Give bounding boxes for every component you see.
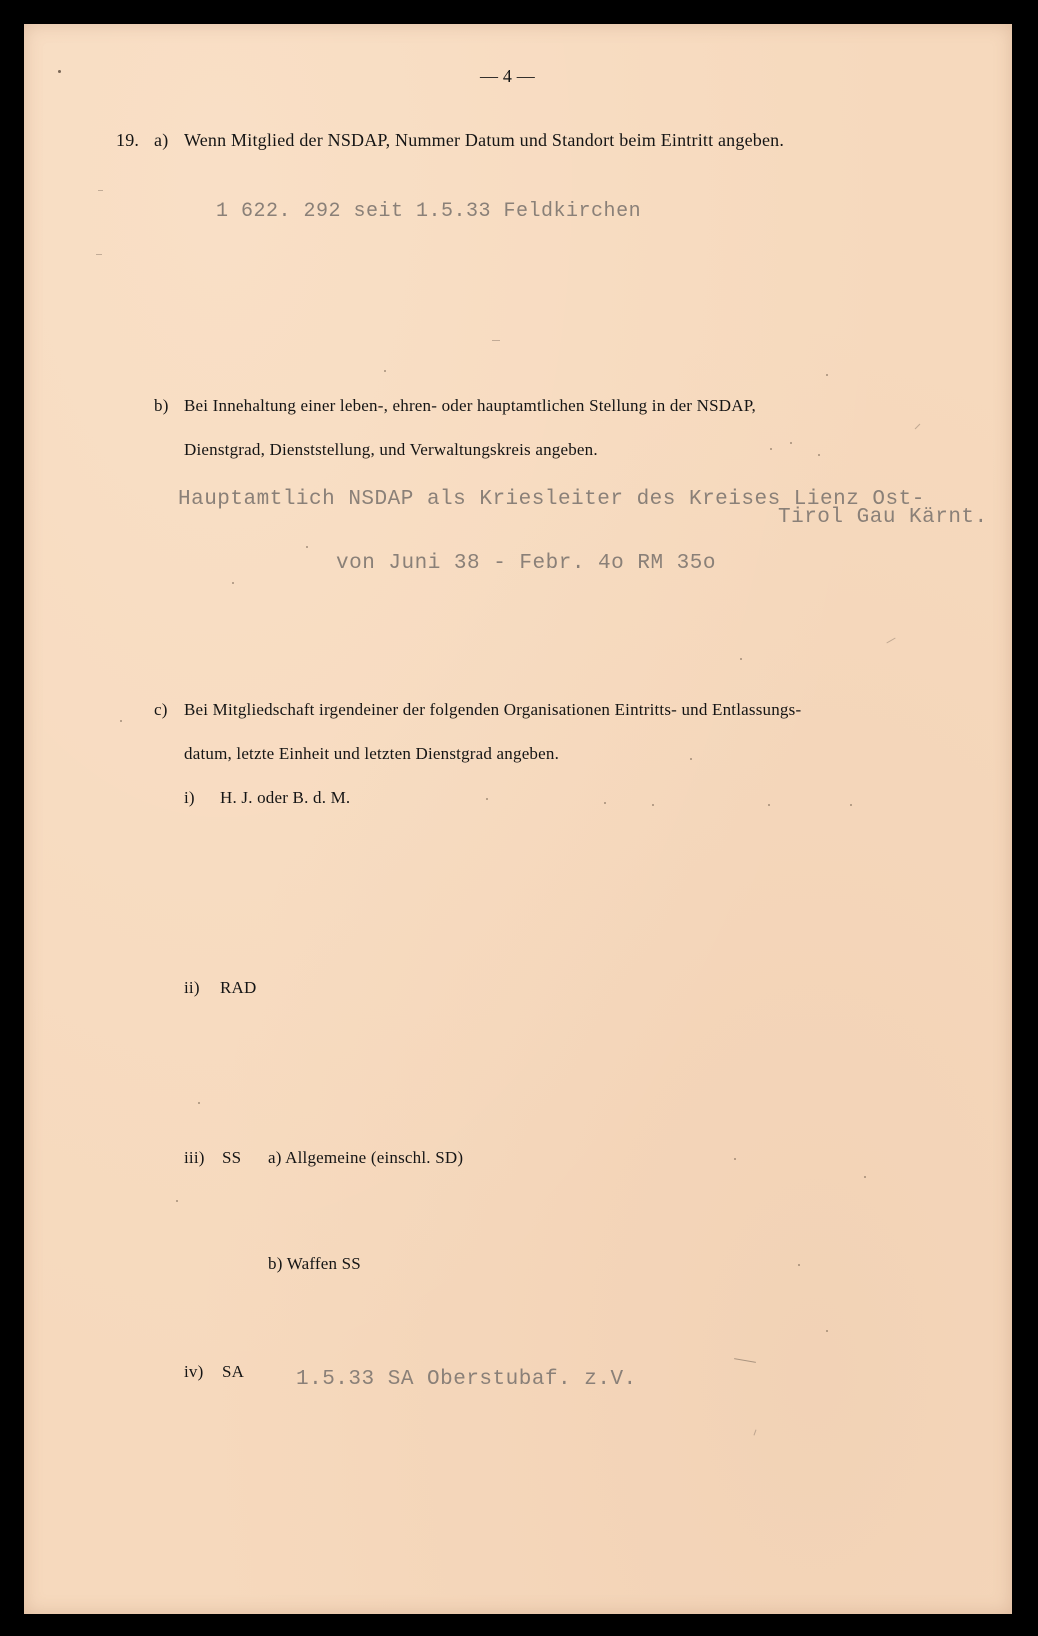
question-c-line1: Bei Mitgliedschaft irgendeiner der folgenden Organisationen Eintritts- und Entlassungs-	[184, 700, 802, 719]
paper-speck	[306, 546, 308, 548]
item-ii-label: RAD	[220, 978, 257, 997]
answer-b-line1: Hauptamtlich NSDAP als Kriesleiter des Kreises Lienz Ost-	[178, 488, 925, 511]
paper-speck	[486, 798, 488, 800]
item-iii-a: a) Allgemeine (einschl. SD)	[268, 1148, 464, 1167]
item-iv-label: SA	[222, 1362, 245, 1381]
paper-mark	[98, 190, 103, 191]
item-iv-marker: iv)	[184, 1362, 204, 1381]
paper-speck	[826, 374, 828, 376]
paper-speck	[740, 658, 742, 660]
paper-speck	[690, 758, 692, 760]
paper-speck	[604, 802, 606, 804]
paper-mark	[96, 254, 102, 255]
paper-mark	[915, 424, 921, 430]
paper-speck	[850, 804, 852, 806]
question-a-text: Wenn Mitglied der NSDAP, Nummer Datum und Standort beim Eintritt angeben.	[184, 130, 785, 150]
paper-speck	[176, 1200, 178, 1202]
answer-a-text: 1 622. 292 seit 1.5.33 Feldkirchen	[216, 200, 642, 223]
paper-mark	[734, 1358, 756, 1363]
paper-speck	[652, 804, 654, 806]
question-c-line2: datum, letzte Einheit und letzten Dienstgrad angeben.	[184, 744, 560, 763]
paper-speck	[768, 804, 770, 806]
question-b-line2: Dienstgrad, Dienststellung, und Verwaltungskreis angeben.	[184, 440, 598, 459]
item-iii-label: SS	[222, 1148, 242, 1167]
paper-speck	[790, 442, 792, 444]
item-i-marker: i)	[184, 788, 195, 807]
answer-b-line3: von Juni 38 - Febr. 4o RM 35o	[336, 552, 716, 575]
document-page	[24, 24, 1012, 1614]
paper-speck	[232, 582, 234, 584]
paper-speck	[734, 1158, 736, 1160]
item-ii-marker: ii)	[184, 978, 200, 997]
paper-mark	[886, 638, 895, 644]
paper-speck	[770, 448, 772, 450]
paper-speck	[384, 370, 386, 372]
paper-speck	[120, 720, 122, 722]
item-iii-b: b) Waffen SS	[268, 1254, 361, 1273]
question-b-marker: b)	[154, 396, 169, 415]
paper-speck	[864, 1176, 866, 1178]
paper-speck	[198, 1102, 200, 1104]
page-number: — 4 —	[480, 66, 535, 86]
item-iv-answer: 1.5.33 SA Oberstubaf. z.V.	[296, 1368, 637, 1391]
paper-speck	[798, 1264, 800, 1266]
item-iii-marker: iii)	[184, 1148, 205, 1167]
question-number: 19.	[116, 130, 140, 150]
question-b-line1: Bei Innehaltung einer leben-, ehren- oder hauptamtlichen Stellung in der NSDAP,	[184, 396, 756, 415]
paper-mark	[754, 1430, 757, 1436]
paper-mark	[492, 340, 500, 341]
question-c-marker: c)	[154, 700, 168, 719]
paper-speck	[818, 454, 820, 456]
item-i-label: H. J. oder B. d. M.	[220, 788, 351, 807]
paper-speck	[826, 1330, 828, 1332]
question-a-marker: a)	[154, 130, 169, 150]
paper-speck	[58, 70, 61, 73]
answer-b-line2: Tirol Gau Kärnt.	[778, 506, 988, 529]
